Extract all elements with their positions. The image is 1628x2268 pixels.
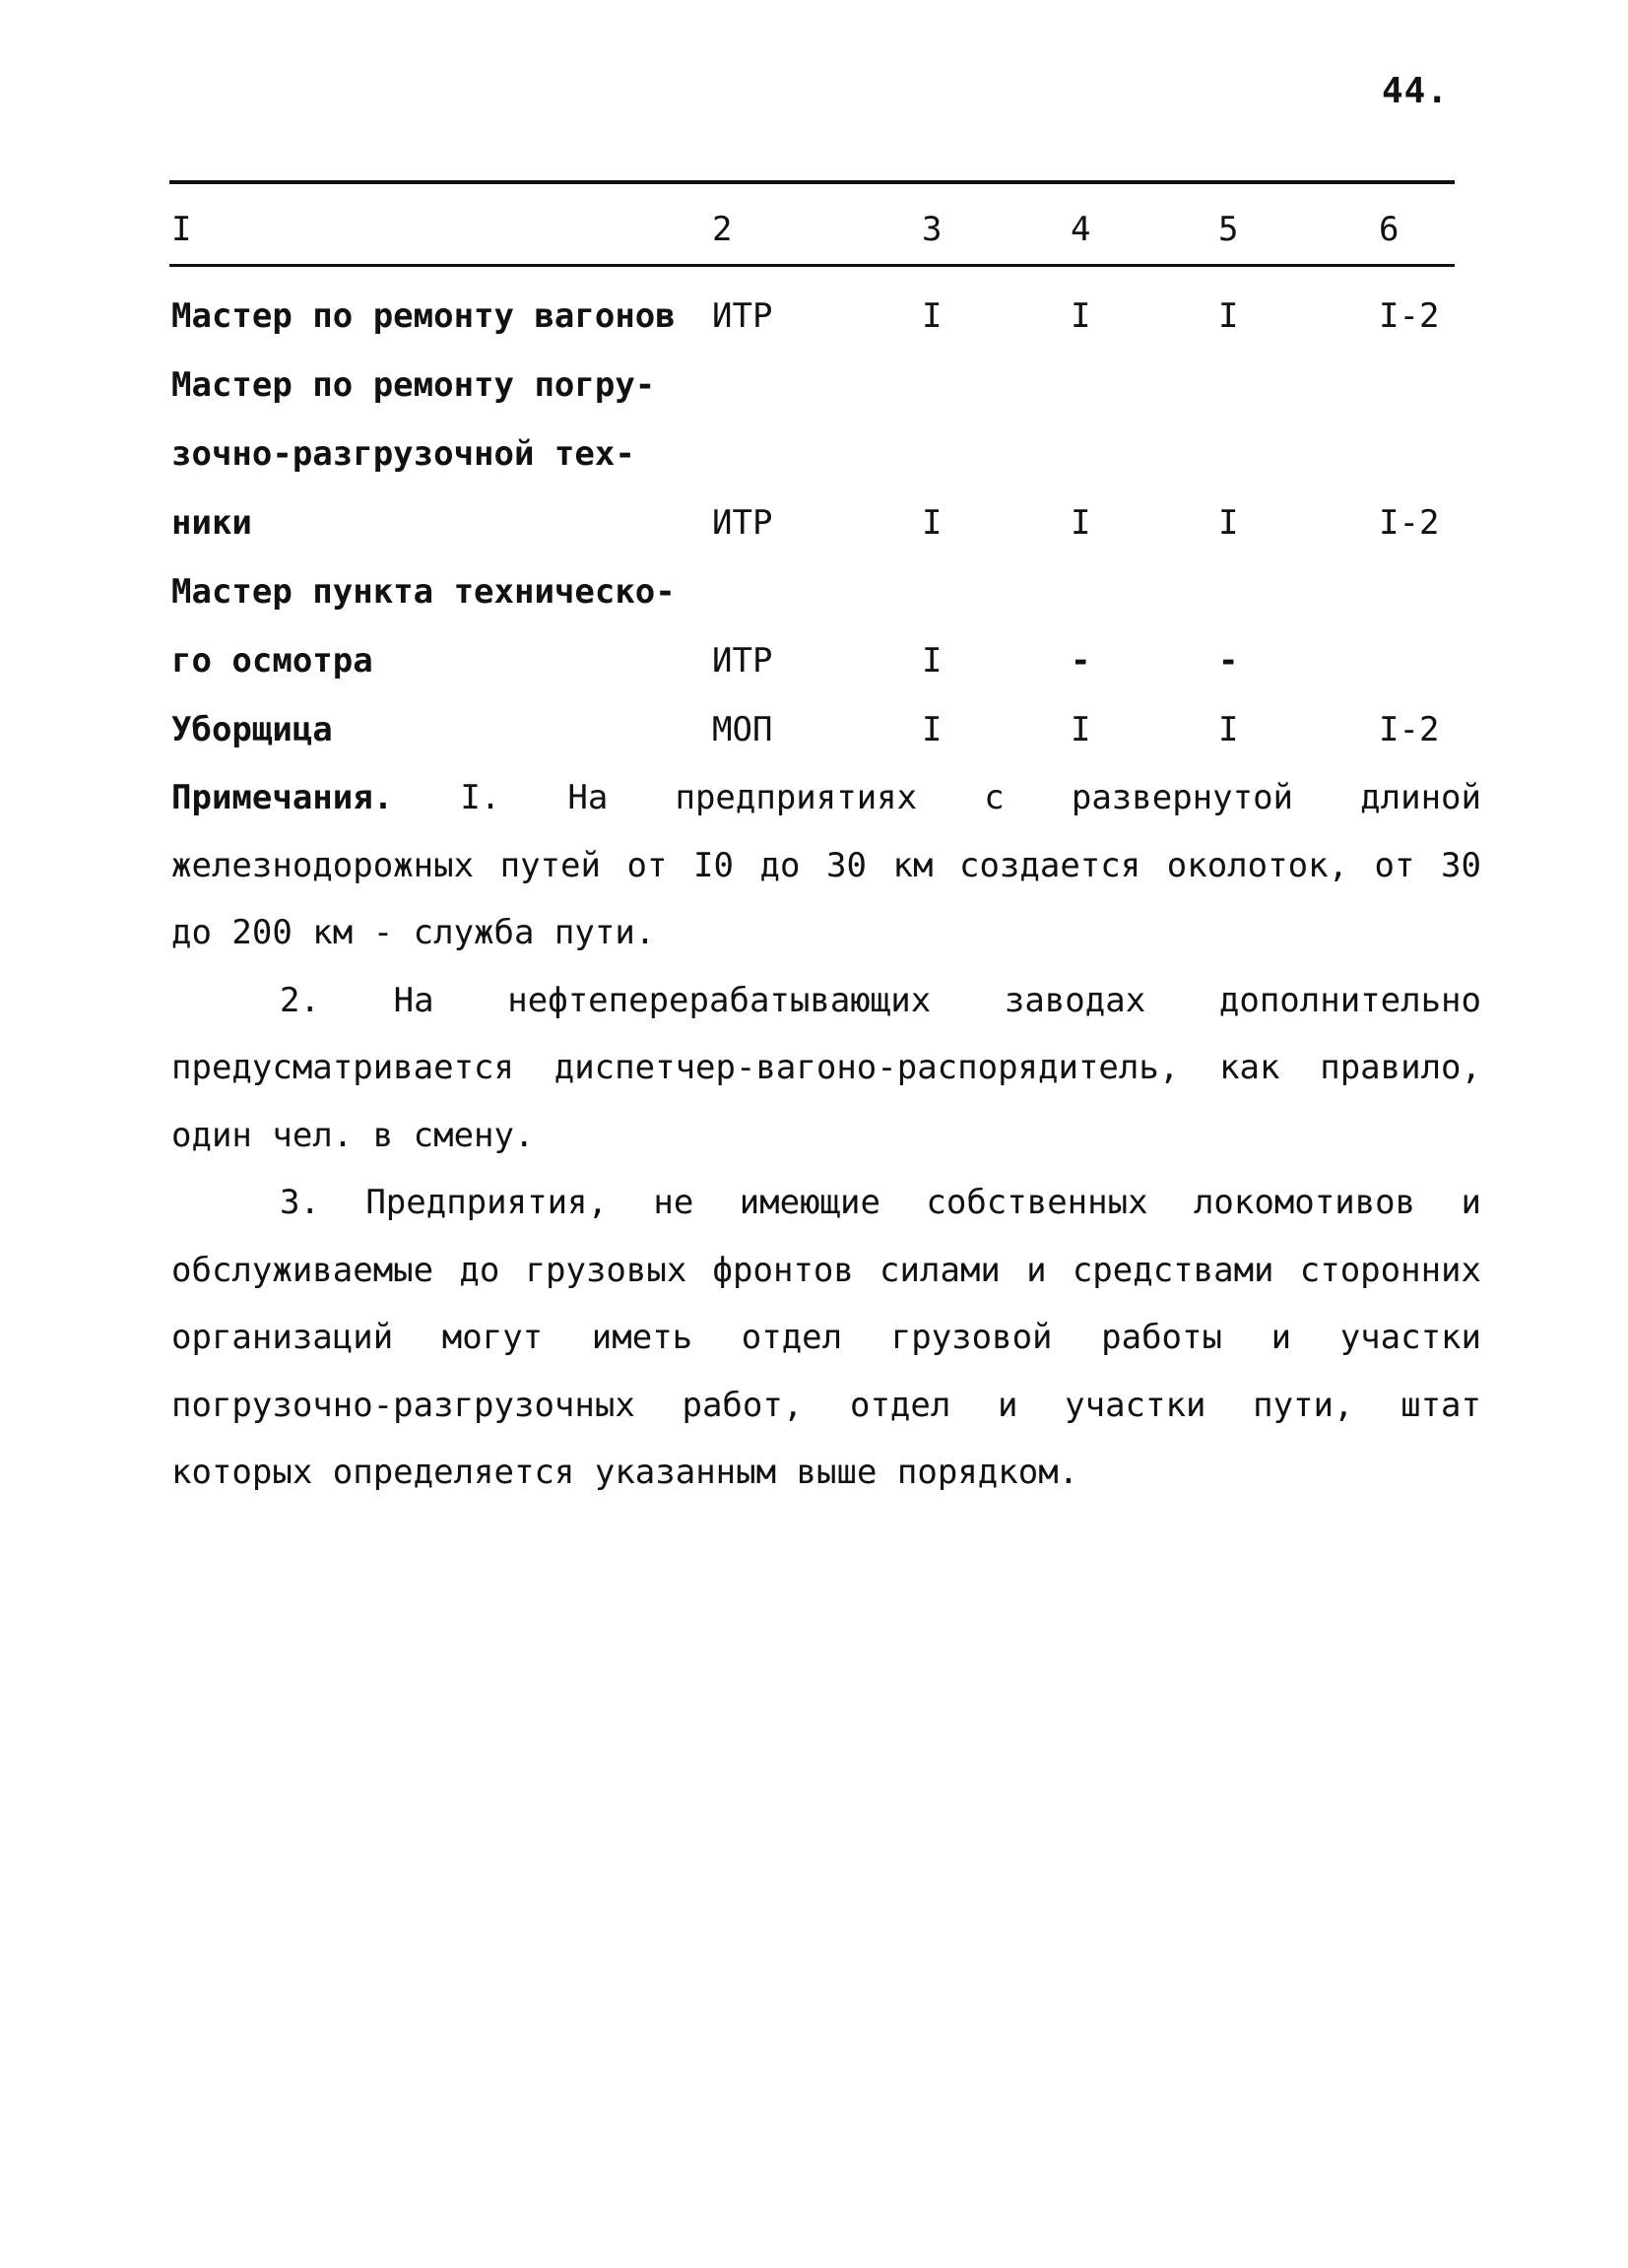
row-col-4: -	[1071, 641, 1091, 680]
notes-lead: Примечания.	[171, 778, 394, 817]
note-1-text: I. На предприятиях с развернутой длиной железнодорожных путей от I0 до 30 км создается околоток, от 30 до 200 км - служба пути.	[171, 778, 1481, 952]
row-col-5: I	[1218, 503, 1239, 543]
header-col-2: 2	[712, 210, 733, 249]
row-col-5: I	[1218, 296, 1239, 336]
header-col-6: 6	[1379, 210, 1400, 249]
row-col-3: I	[922, 710, 943, 749]
table-top-rule	[169, 180, 1455, 184]
note-2: 2. На нефтеперерабатывающих заводах дополнительно предусматривается диспетчер-вагоно-распорядитель, как правило, один чел. в смену.	[171, 980, 1481, 1155]
page-number: 44.	[1382, 71, 1450, 111]
row-col-6: I-2	[1379, 503, 1440, 543]
row-category: ИТР	[712, 641, 773, 680]
row-col-6: I-2	[1379, 296, 1440, 336]
row-col-3: I	[922, 503, 943, 543]
row-category: МОП	[712, 710, 773, 749]
row-col-4: I	[1071, 503, 1091, 543]
notes-section	[171, 764, 1481, 1507]
row-col-4: I	[1071, 296, 1091, 336]
header-col-4: 4	[1071, 210, 1091, 249]
row-title-line: Мастер пункта техническо-	[171, 572, 676, 612]
row-title-line: Мастер по ремонту погру-	[171, 365, 656, 405]
row-col-6: I-2	[1379, 710, 1440, 749]
row-col-3: I	[922, 641, 943, 680]
header-col-3: 3	[922, 210, 943, 249]
note-1	[171, 764, 1481, 967]
row-title-line: зочно-разгрузочной тех-	[171, 434, 635, 474]
row-title-line: Мастер по ремонту вагонов	[171, 296, 676, 336]
row-category: ИТР	[712, 503, 773, 543]
row-col-4: I	[1071, 710, 1091, 749]
row-col-3: I	[922, 296, 943, 336]
row-title-line: го осмотра	[171, 641, 373, 680]
table-header-rule	[169, 264, 1455, 267]
header-col-5: 5	[1218, 210, 1239, 249]
header-col-1: I	[171, 210, 192, 249]
row-title-line: ники	[171, 503, 252, 543]
row-title-line: Уборщица	[171, 710, 333, 749]
row-category: ИТР	[712, 296, 773, 336]
note-3: 3. Предприятия, не имеющие собственных локомотивов и обслуживаемые до грузовых фронтов силами и средствами сторонних организаций могут иметь отдел грузовой работы и участки погрузочно-разгрузочных работ, отдел и участки пути, штат которых определяется указанным выше порядком.	[171, 1183, 1481, 1492]
row-col-5: -	[1218, 641, 1239, 680]
row-col-5: I	[1218, 710, 1239, 749]
